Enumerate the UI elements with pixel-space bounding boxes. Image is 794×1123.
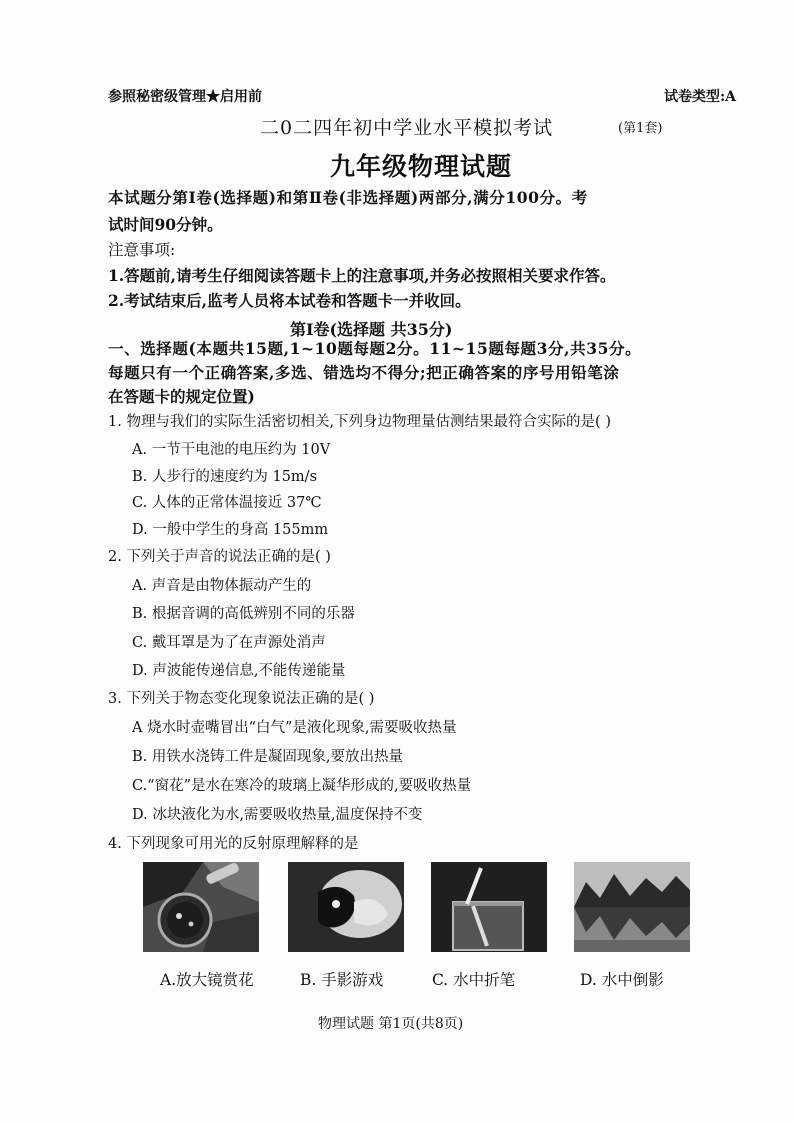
question-2-option-b: B. 根据音调的高低辨别不同的乐器 <box>132 606 355 622</box>
question-4-option-a: A.放大镜赏花 <box>160 971 254 989</box>
question-3-option-a: A 烧水时壶嘴冒出“白气”是液化现象,需要吸收热量 <box>132 720 457 736</box>
section-instruction-3: 在答题卡的规定位置) <box>108 387 255 406</box>
section-instruction-2: 每题只有一个正确答案,多选、错选均不得分;把正确答案的序号用铅笔涂 <box>108 363 620 382</box>
question-1-option-d: D. 一般中学生的身高 155mm <box>132 522 329 538</box>
question-3-option-c: C.“窗花”是水在寒冷的玻璃上凝华形成的,要吸收热量 <box>132 778 472 794</box>
pencil-in-water-photo <box>431 862 547 952</box>
set-tag: (第1套) <box>618 121 663 136</box>
magnifier-photo <box>143 862 259 952</box>
question-4-option-b: B. 手影游戏 <box>300 971 384 989</box>
question-2-option-d: D. 声波能传递信息,不能传递能量 <box>132 663 346 679</box>
section-instruction-1: 一、选择题(本题共15题,1~10题每题2分。11~15题每题3分,共35分。 <box>108 339 642 358</box>
question-4-stem: 4. 下列现象可用光的反射原理解释的是 <box>108 836 359 852</box>
question-1-option-a: A. 一节干电池的电压约为 10V <box>132 442 331 458</box>
question-4-option-c: C. 水中折笔 <box>432 971 516 989</box>
question-1-option-c: C. 人体的正常体温接近 37℃ <box>132 495 322 511</box>
question-2-option-a: A. 声音是由物体振动产生的 <box>132 578 312 594</box>
question-3-option-b: B. 用铁水浇铸工件是凝固现象,要放出热量 <box>132 749 403 765</box>
intro-line-1: 本试题分第Ⅰ卷(选择题)和第Ⅱ卷(非选择题)两部分,满分100分。考 <box>108 188 588 207</box>
paper-type-label: 试卷类型:A <box>664 89 737 105</box>
question-4-option-d: D. 水中倒影 <box>580 971 664 989</box>
hand-shadow-photo <box>288 862 404 952</box>
question-1-option-b: B. 人步行的速度约为 15m/s <box>132 469 318 485</box>
intro-line-2: 试时间90分钟。 <box>108 215 223 234</box>
note-2: 2.考试结束后,监考人员将本试卷和答题卡一并收回。 <box>108 291 471 310</box>
notes-heading: 注意事项: <box>108 241 176 259</box>
section-title: 第Ⅰ卷(选择题 共35分) <box>290 320 453 339</box>
page-title: 九年级物理试题 <box>330 152 513 181</box>
water-reflection-photo <box>574 862 690 952</box>
question-3-option-d: D. 冰块液化为水,需要吸收热量,温度保持不变 <box>132 807 423 823</box>
question-2-stem: 2. 下列关于声音的说法正确的是( ) <box>108 549 331 565</box>
question-1-stem: 1. 物理与我们的实际生活密切相关,下列身边物理量估测结果最符合实际的是( ) <box>108 414 611 430</box>
question-3-stem: 3. 下列关于物态变化现象说法正确的是( ) <box>108 691 375 707</box>
secrecy-label: 参照秘密级管理★启用前 <box>108 89 262 105</box>
question-2-option-c: C. 戴耳罩是为了在声源处消声 <box>132 635 326 651</box>
page-footer: 物理试题 第1页(共8页) <box>318 1016 464 1032</box>
exam-title: 二0二四年初中学业水平模拟考试 <box>260 117 554 139</box>
note-1: 1.答题前,请考生仔细阅读答题卡上的注意事项,并务必按照相关要求作答。 <box>108 266 616 285</box>
